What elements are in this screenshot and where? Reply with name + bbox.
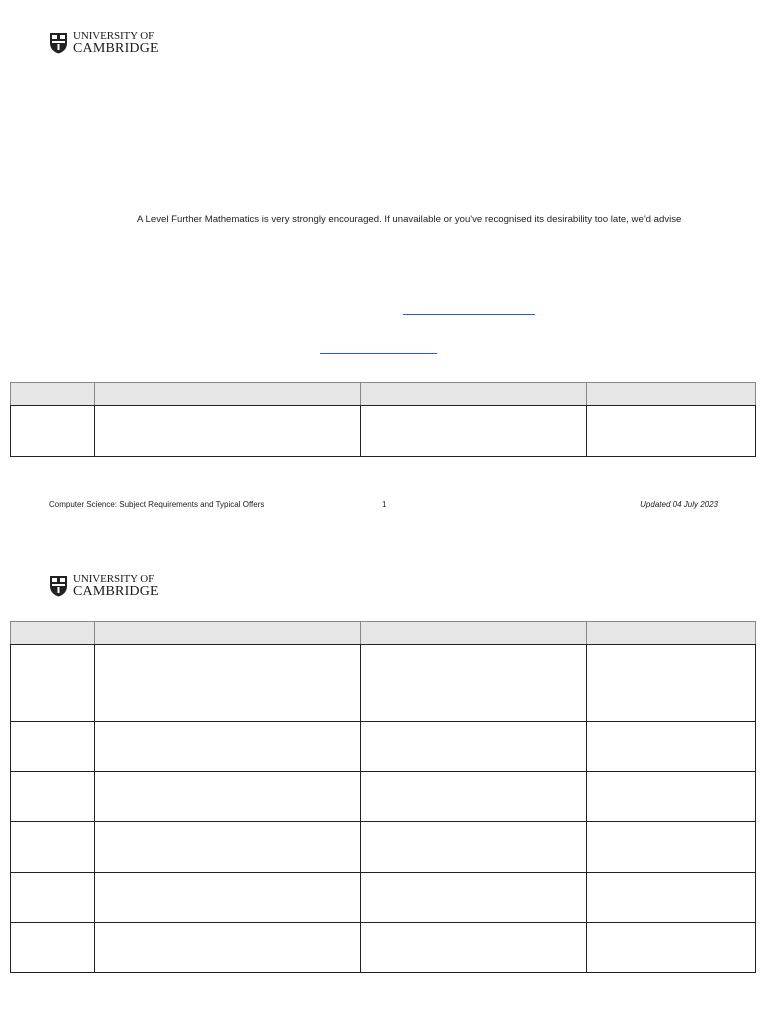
table-cell bbox=[587, 772, 756, 822]
cambridge-logo bbox=[49, 31, 159, 55]
header-cell bbox=[11, 383, 95, 406]
header-cell bbox=[587, 383, 756, 406]
table-cell bbox=[95, 772, 361, 822]
header-cell bbox=[361, 622, 587, 645]
table-cell bbox=[95, 645, 361, 722]
table-cell bbox=[95, 722, 361, 772]
offers-table-page1 bbox=[10, 382, 756, 457]
table-cell bbox=[361, 406, 587, 457]
table-cell bbox=[587, 873, 756, 923]
table-row bbox=[11, 406, 756, 457]
table-cell bbox=[361, 923, 587, 973]
footer-title: Computer Science: Subject Requirements and Typical Offers bbox=[49, 500, 265, 509]
table-row bbox=[11, 772, 756, 822]
hyperlink-underline-2[interactable] bbox=[320, 353, 437, 354]
table-cell bbox=[361, 722, 587, 772]
table-cell bbox=[587, 406, 756, 457]
table-cell bbox=[95, 923, 361, 973]
table-cell bbox=[95, 822, 361, 873]
table-row bbox=[11, 822, 756, 873]
table-cell bbox=[11, 822, 95, 873]
footer-page-number: 1 bbox=[382, 500, 387, 509]
header-cell bbox=[95, 622, 361, 645]
cambridge-crest-icon bbox=[49, 575, 68, 597]
table-cell bbox=[361, 772, 587, 822]
header-cell bbox=[95, 383, 361, 406]
table-cell bbox=[11, 923, 95, 973]
further-maths-note: A Level Further Mathematics is very strongly encouraged. If unavailable or you've recognised its desirability too late, we'd advise bbox=[137, 214, 682, 225]
logo-line-1: UNIVERSITY OF bbox=[73, 573, 155, 585]
logo-line-2: CAMBRIDGE bbox=[73, 584, 159, 599]
table-cell bbox=[587, 923, 756, 973]
table-cell bbox=[95, 873, 361, 923]
table-cell bbox=[11, 873, 95, 923]
table-cell bbox=[361, 873, 587, 923]
table-row bbox=[11, 923, 756, 973]
logo-wordmark bbox=[73, 574, 159, 598]
hyperlink-underline-1[interactable] bbox=[403, 314, 535, 315]
table-cell bbox=[11, 722, 95, 772]
logo-wordmark bbox=[73, 31, 159, 55]
table-row bbox=[11, 722, 756, 772]
cambridge-logo-page2 bbox=[49, 574, 159, 598]
table-header-row bbox=[11, 622, 756, 645]
logo-line-1: UNIVERSITY OF bbox=[73, 30, 155, 42]
table-cell bbox=[587, 645, 756, 722]
table-cell bbox=[587, 722, 756, 772]
header-cell bbox=[11, 622, 95, 645]
offers-table-page2 bbox=[10, 621, 756, 973]
table-cell bbox=[587, 822, 756, 873]
table-cell bbox=[11, 645, 95, 722]
header-cell bbox=[361, 383, 587, 406]
table-cell bbox=[11, 406, 95, 457]
table-cell bbox=[11, 772, 95, 822]
table-row bbox=[11, 873, 756, 923]
cambridge-crest-icon bbox=[49, 32, 68, 54]
table-row bbox=[11, 645, 756, 722]
footer-updated-date: Updated 04 July 2023 bbox=[640, 500, 718, 509]
logo-line-2: CAMBRIDGE bbox=[73, 41, 159, 56]
header-cell bbox=[587, 622, 756, 645]
table-cell bbox=[361, 645, 587, 722]
table-header-row bbox=[11, 383, 756, 406]
table-cell bbox=[361, 822, 587, 873]
table-cell bbox=[95, 406, 361, 457]
